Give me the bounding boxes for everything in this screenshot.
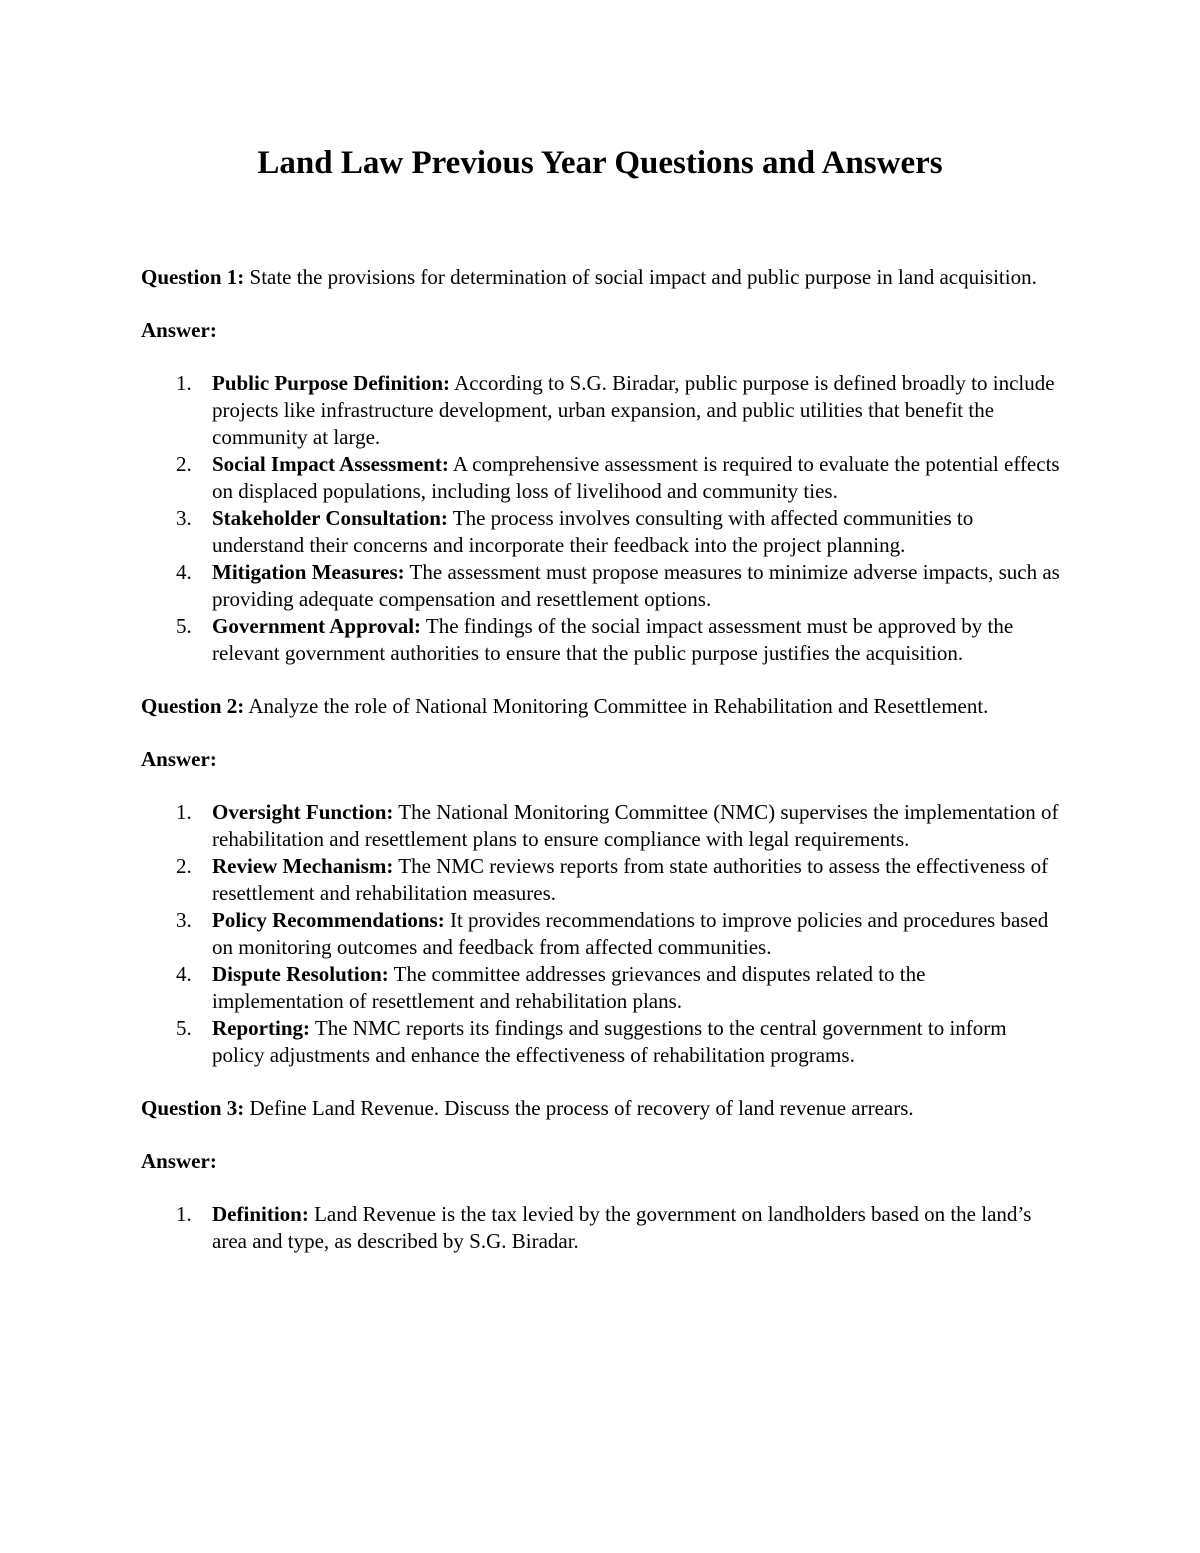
question-3 — [141, 1095, 1061, 1122]
item-number: 4. — [176, 962, 192, 986]
list-item — [176, 853, 1061, 907]
question-text: Define Land Revenue. Discuss the process of recovery of land revenue arrears. — [249, 1096, 914, 1120]
list-item — [176, 1201, 1061, 1255]
item-term: Definition: — [212, 1202, 309, 1226]
item-number: 1. — [176, 800, 192, 824]
item-text: It provides recommendations to improve policies and procedures based on monitoring outcomes and feedback from affected communities. — [212, 908, 1049, 959]
list-item — [176, 799, 1061, 853]
item-number: 1. — [176, 1202, 192, 1226]
item-number: 4. — [176, 560, 192, 584]
item-term: Reporting: — [212, 1016, 310, 1040]
question-2 — [141, 693, 1061, 720]
item-term: Stakeholder Consultation: — [212, 506, 448, 530]
list-item — [176, 370, 1061, 451]
question-label: Question 3: — [141, 1096, 245, 1120]
question-label: Question 2: — [141, 694, 245, 718]
item-text: The assessment must propose measures to minimize adverse impacts, such as providing adequate compensation and resettlement options. — [212, 560, 1060, 611]
item-text: The committee addresses grievances and disputes related to the implementation of resettlement and rehabilitation plans. — [212, 962, 926, 1013]
question-label: Question 1: — [141, 265, 245, 289]
item-text: A comprehensive assessment is required to evaluate the potential effects on displaced populations, including loss of livelihood and community ties. — [212, 452, 1060, 503]
item-number: 2. — [176, 452, 192, 476]
answer-label: Answer: — [141, 747, 217, 771]
answer-label: Answer: — [141, 1149, 217, 1173]
item-term: Social Impact Assessment: — [212, 452, 449, 476]
item-text: The NMC reviews reports from state authorities to assess the effectiveness of resettlement and rehabilitation measures. — [212, 854, 1049, 905]
list-item — [176, 961, 1061, 1015]
answer-list — [141, 1201, 1061, 1255]
list-item — [176, 1015, 1061, 1069]
list-item — [176, 505, 1061, 559]
item-number: 3. — [176, 506, 192, 530]
list-item — [176, 613, 1061, 667]
question-section — [141, 693, 1061, 1069]
item-term: Mitigation Measures: — [212, 560, 405, 584]
item-number: 5. — [176, 1016, 192, 1040]
question-1 — [141, 264, 1061, 291]
question-text: State the provisions for determination of social impact and public purpose in land acquisition. — [249, 265, 1037, 289]
item-term: Public Purpose Definition: — [212, 371, 451, 395]
answer-list — [141, 370, 1061, 667]
answer-label: Answer: — [141, 318, 217, 342]
answer-list — [141, 799, 1061, 1069]
question-section — [141, 1095, 1061, 1255]
item-text: According to S.G. Biradar, public purpose is defined broadly to include projects like infrastructure development, urban expansion, and public utilities that benefit the community at large. — [212, 371, 1055, 449]
list-item — [176, 907, 1061, 961]
item-number: 5. — [176, 614, 192, 638]
item-term: Oversight Function: — [212, 800, 394, 824]
item-text: Land Revenue is the tax levied by the government on landholders based on the land’s area and type, as described by S.G. Biradar. — [212, 1202, 1032, 1253]
document-body — [141, 264, 1061, 1281]
page-title: Land Law Previous Year Questions and Answers — [257, 145, 943, 181]
item-number: 2. — [176, 854, 192, 878]
item-text: The findings of the social impact assessment must be approved by the relevant government authorities to ensure that the public purpose justifies the acquisition. — [212, 614, 1014, 665]
item-number: 1. — [176, 371, 192, 395]
list-item — [176, 451, 1061, 505]
item-number: 3. — [176, 908, 192, 932]
item-term: Dispute Resolution: — [212, 962, 389, 986]
question-text: Analyze the role of National Monitoring Committee in Rehabilitation and Resettlement. — [248, 694, 989, 718]
list-item — [176, 559, 1061, 613]
item-text: The NMC reports its findings and suggestions to the central government to inform policy adjustments and enhance the effectiveness of rehabilitation programs. — [212, 1016, 1007, 1067]
item-text: The National Monitoring Committee (NMC) supervises the implementation of rehabilitation and resettlement plans to ensure compliance with legal requirements. — [212, 800, 1059, 851]
item-text: The process involves consulting with affected communities to understand their concerns and incorporate their feedback into the project planning. — [212, 506, 974, 557]
item-term: Review Mechanism: — [212, 854, 394, 878]
item-term: Government Approval: — [212, 614, 422, 638]
question-section — [141, 264, 1061, 667]
item-term: Policy Recommendations: — [212, 908, 445, 932]
